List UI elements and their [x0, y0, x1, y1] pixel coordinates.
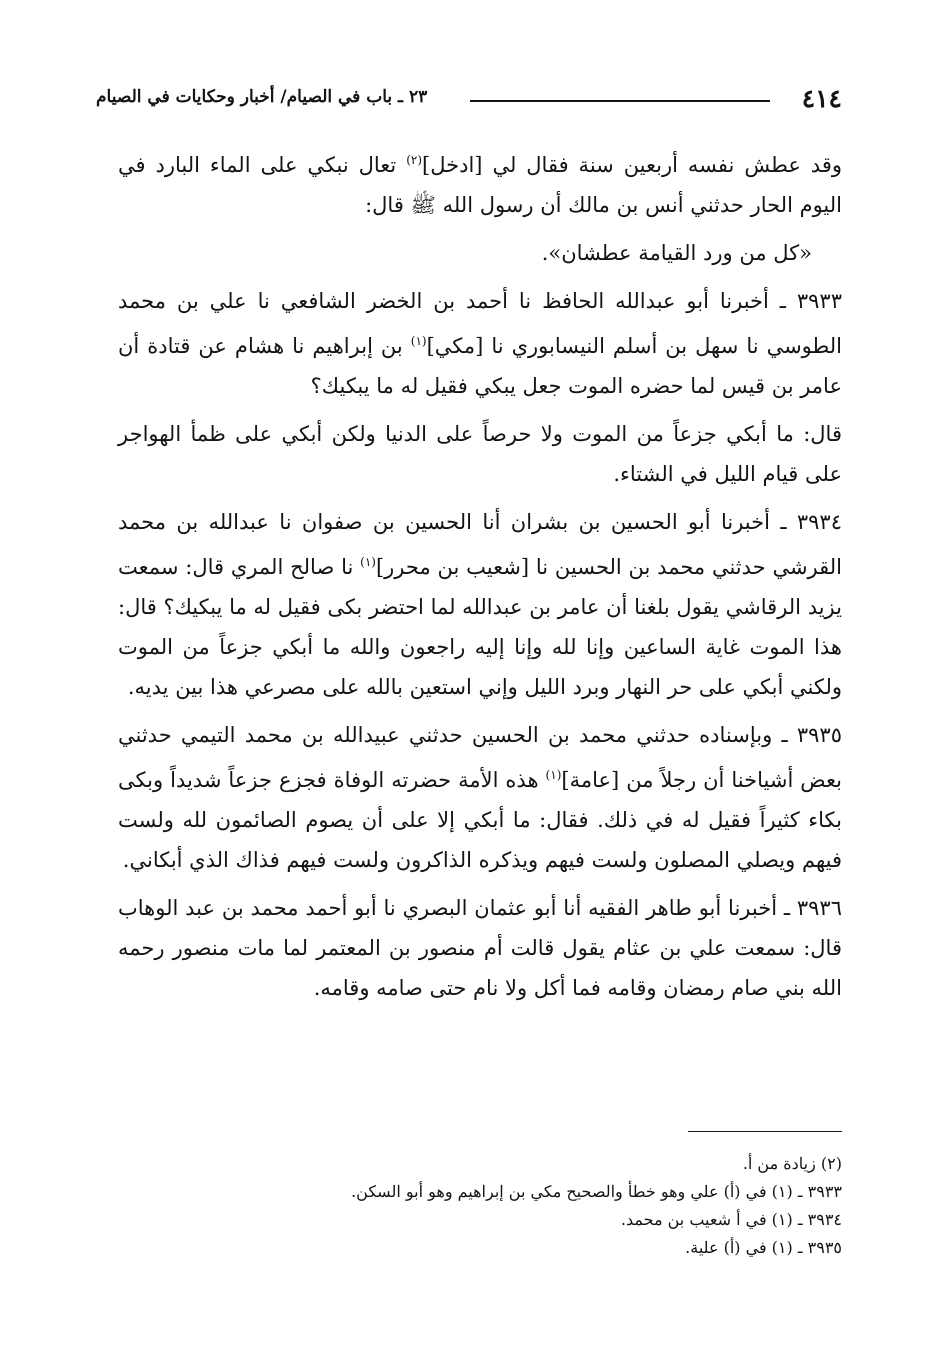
footnote: ٣٩٣٣ ـ (١) في (أ) علي وهو خطأ والصحيح مكي بن إبراهيم وهو أبو السكن.: [351, 1182, 842, 1201]
footnote: ٣٩٣٤ ـ (١) في أ شعيب بن محمد.: [620, 1210, 842, 1229]
paragraph-text: وقد عطش نفسه أربعين سنة فقال لي [ادخل]: [422, 153, 842, 177]
paragraph-text: ٣٩٣٣ ـ أخبرنا أبو عبدالله الحافظ نا أحمد بن الخضر الشافعي نا علي بن محمد الطوسي نا سهل بن أسلم النيسابوري نا [مكي]: [118, 289, 842, 358]
footnote-marker: (١): [545, 768, 562, 782]
paragraph-text: ٣٩٣٤ ـ أخبرنا أبو الحسين بن بشران أنا الحسين بن صفوان نا عبدالله بن محمد القرشي حدثني محمد بن الحسين نا [شعيب بن محرر]: [118, 510, 842, 579]
footnote-marker: (٢): [406, 153, 423, 167]
paragraph-3936: ٣٩٣٦ ـ أخبرنا أبو طاهر الفقيه أنا أبو عثمان البصري نا أبو أحمد محمد بن عبد الوهاب قال: سمعت علي بن عثام يقول قالت أم منصور بن المعتمر لما مات منصور رحمه الله بني صام رمضان وقامه فما أكل ولا نام حتى صامه وقامه.: [118, 896, 842, 1000]
page-header: [96, 84, 842, 118]
page-number: ٤١٤: [801, 84, 842, 113]
footnote-separator: [688, 1131, 842, 1132]
paragraph-3933-answer: قال: ما أبكي جزعاً من الموت ولا حرصاً على الدنيا ولكن أبكي على ظمأ الهواجر على قيام الليل في الشتاء.: [118, 422, 842, 486]
footnote-marker: (١): [360, 555, 376, 569]
paragraph-text: بن إبراهيم نا هشام عن قتادة أن عامر بن قيس لما حضره الموت جعل يبكي فقيل له ما يبكيك؟: [118, 334, 842, 398]
hadith-quote: «كل من ورد القيامة عطشان».: [541, 241, 812, 265]
footnotes: [250, 1150, 842, 1262]
paragraph-text: هذه الأمة حضرته الوفاة فجزع جزعاً شديداً وبكى بكاء كثيراً فقيل له في ذلك. فقال: ما أبكي إلا على أن يصوم الصائمون لله ولست فيهم ويصلي المصلون ولست فيهم ويذكره الذاكرون ولست فيهم فذاك الذي أبكاني.: [118, 768, 842, 872]
footnote-marker: (١): [410, 334, 427, 348]
paragraph-3935: [118, 715, 842, 880]
paragraph-text: ٣٩٣٥ ـ وبإسناده حدثني محمد بن الحسين حدثني عبيدالله بن محمد التيمي حدثني بعض أشياخنا أن رجلاً من [عامة]: [118, 723, 842, 792]
paragraph-text: تعال نبكي على الماء البارد في اليوم الحار حدثني أنس بن مالك أن رسول الله ﷺ قال:: [118, 153, 842, 217]
footnote: ٣٩٣٥ ـ (١) في (أ) علية.: [685, 1238, 842, 1257]
running-title: ٢٣ ـ باب في الصيام/ أخبار وحكايات في الصيام: [96, 87, 428, 107]
header-rule: [470, 100, 770, 102]
paragraph-intro: [118, 140, 842, 225]
paragraph-text: نا صالح المري قال: سمعت يزيد الرقاشي يقول بلغنا أن عامر بن عبدالله لما احتضر بكى فقيل له ما يبكيك؟ قال: هذا الموت غاية الساعين وإنا لله وإنا إليه راجعون والله ما أبكي جزعاً من الموت ولكني أبكي على حر النهار وبرد الليل وإني استعين بالله على مصرعي هذا بين يديه.: [118, 555, 842, 699]
main-text: [118, 140, 842, 1016]
footnote: (٢) زيادة من أ.: [742, 1154, 842, 1173]
paragraph-3933: [118, 281, 842, 406]
paragraph-3934: [118, 502, 842, 707]
